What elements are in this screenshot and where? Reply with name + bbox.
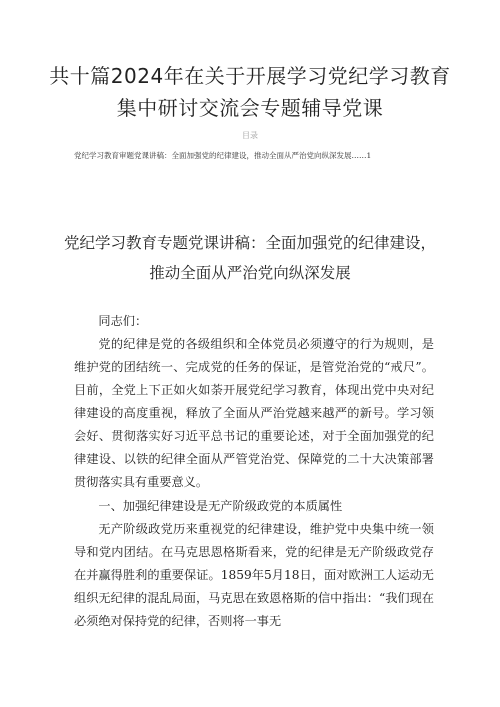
paragraph: 党的纪律是党的各级组织和全体党员必须遵守的行为规则，是维护党的团结统一、完成党的任务的保证，是管党治党的“戒尺”。目前，全党上下正如火如荼开展党纪学习教育，体现出党中央对纪律建设的高度重视，释放了全面从严治党越来越严的新号。学习领会好、贯彻落实好习近平总书记的重要论述，对于全面加强党的纪律建设、以铁的纪律全面从严管党治党、保障党的二十大决策部署贯彻落实具有重要意义。 <box>74 337 434 489</box>
toc-entry[interactable]: 党纪学习教育审题党课讲稿：全面加强党的纪律建设，推动全面从严治党向纵深发展……1 <box>74 151 372 160</box>
toc-heading: 目录 <box>242 131 258 140</box>
greeting: 同志们： <box>98 314 148 328</box>
section-title: 党纪学习教育专题党课讲稿：全面加强党的纪律建设，推动全面从严治党向纵深发展 <box>63 234 436 282</box>
document-title: 共十篇2024年在关于开展学习党纪学习教育集中研讨交流会专题辅导党课 <box>49 64 451 120</box>
paragraph: 无产阶级政党历来重视党的纪律建设，维护党中央集中统一领导和党内团结。在马克思恩格斯看来，党的纪律是无产阶级政党存在并赢得胜利的重要保证。1859年5月18日，面对欧洲工人运动无组织无纪律的混乱局面，马克思在致恩格斯的信中指出：“我们现在必须绝对保持党的纪律，否则将一事无 <box>74 522 434 628</box>
subsection-heading: 一、加强纪律建设是无产阶级政党的本质属性 <box>98 499 343 513</box>
